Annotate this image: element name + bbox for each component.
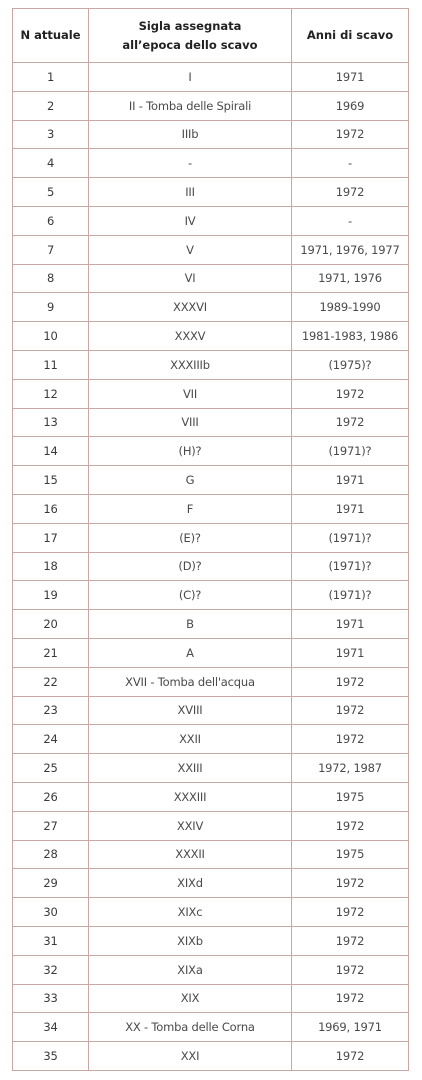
table-body [13,63,409,1071]
cell-n-attuale: 24 [13,725,89,754]
cell-sigla: XXXV [89,322,292,351]
cell-anni: 1989-1990 [292,293,409,322]
cell-sigla: B [89,610,292,639]
cell-anni: 1972 [292,120,409,149]
tombs-table [12,8,409,1071]
header-sigla [89,9,292,63]
cell-n-attuale: 27 [13,811,89,840]
table-row [13,926,409,955]
cell-n-attuale: 35 [13,1042,89,1071]
cell-sigla: II - Tomba delle Spirali [89,91,292,120]
table-row [13,840,409,869]
cell-anni: 1972 [292,811,409,840]
cell-anni: 1972 [292,408,409,437]
cell-sigla: XVIII [89,696,292,725]
cell-anni: 1972 [292,696,409,725]
cell-anni: (1971)? [292,552,409,581]
cell-anni: 1972 [292,178,409,207]
cell-anni: 1971 [292,638,409,667]
cell-sigla: XXXVI [89,293,292,322]
cell-n-attuale: 19 [13,581,89,610]
cell-anni: (1971)? [292,523,409,552]
cell-n-attuale: 31 [13,926,89,955]
cell-n-attuale: 23 [13,696,89,725]
cell-sigla: V [89,235,292,264]
table-row [13,955,409,984]
cell-n-attuale: 16 [13,494,89,523]
cell-anni: 1971 [292,494,409,523]
cell-n-attuale: 6 [13,206,89,235]
cell-anni: (1971)? [292,581,409,610]
cell-anni: 1975 [292,840,409,869]
cell-n-attuale: 9 [13,293,89,322]
header-anni: Anni di scavo [292,9,409,63]
cell-n-attuale: 33 [13,984,89,1013]
table-row [13,466,409,495]
cell-n-attuale: 20 [13,610,89,639]
cell-n-attuale: 21 [13,638,89,667]
table-row [13,178,409,207]
table-row [13,898,409,927]
table-row [13,149,409,178]
cell-n-attuale: 11 [13,350,89,379]
cell-n-attuale: 4 [13,149,89,178]
cell-sigla: XIXb [89,926,292,955]
cell-n-attuale: 28 [13,840,89,869]
cell-sigla: VIII [89,408,292,437]
cell-n-attuale: 14 [13,437,89,466]
table-row [13,235,409,264]
cell-anni: 1969 [292,91,409,120]
cell-anni: 1975 [292,782,409,811]
cell-anni: 1972 [292,869,409,898]
header-row [13,9,409,63]
cell-n-attuale: 12 [13,379,89,408]
cell-anni: 1981-1983, 1986 [292,322,409,351]
cell-anni: 1972 [292,984,409,1013]
table-row [13,811,409,840]
table-row [13,610,409,639]
header-sigla-line2: all’epoca dello scavo [122,37,258,52]
cell-n-attuale: 15 [13,466,89,495]
table-row [13,494,409,523]
cell-n-attuale: 10 [13,322,89,351]
table-row [13,696,409,725]
cell-anni: 1969, 1971 [292,1013,409,1042]
cell-anni: (1971)? [292,437,409,466]
table-row [13,322,409,351]
cell-sigla: XXXIII [89,782,292,811]
cell-n-attuale: 29 [13,869,89,898]
cell-anni: (1975)? [292,350,409,379]
table-row [13,437,409,466]
cell-n-attuale: 8 [13,264,89,293]
header-sigla-line1: Sigla assegnata [138,18,242,33]
cell-anni: - [292,206,409,235]
table-row [13,63,409,92]
table-row [13,206,409,235]
cell-n-attuale: 17 [13,523,89,552]
table-row [13,754,409,783]
cell-sigla: - [89,149,292,178]
cell-n-attuale: 34 [13,1013,89,1042]
cell-anni: 1971, 1976, 1977 [292,235,409,264]
cell-anni: 1972 [292,1042,409,1071]
cell-n-attuale: 26 [13,782,89,811]
cell-n-attuale: 2 [13,91,89,120]
cell-sigla: VII [89,379,292,408]
table-row [13,120,409,149]
cell-sigla: IV [89,206,292,235]
cell-sigla: VI [89,264,292,293]
cell-sigla: XXII [89,725,292,754]
table-row [13,667,409,696]
cell-sigla: A [89,638,292,667]
cell-sigla: XXXIIIb [89,350,292,379]
table-row [13,91,409,120]
cell-n-attuale: 7 [13,235,89,264]
cell-sigla: XXI [89,1042,292,1071]
cell-n-attuale: 5 [13,178,89,207]
cell-sigla: (C)? [89,581,292,610]
table-row [13,638,409,667]
table-row [13,581,409,610]
cell-sigla: (D)? [89,552,292,581]
cell-sigla: I [89,63,292,92]
table-row [13,725,409,754]
cell-sigla: III [89,178,292,207]
cell-anni: 1972 [292,955,409,984]
tombs-table-container [12,8,408,1071]
cell-n-attuale: 25 [13,754,89,783]
table-row [13,264,409,293]
cell-n-attuale: 32 [13,955,89,984]
table-row [13,1013,409,1042]
cell-sigla: (H)? [89,437,292,466]
cell-sigla: F [89,494,292,523]
cell-sigla: (E)? [89,523,292,552]
cell-sigla: XIX [89,984,292,1013]
cell-anni: - [292,149,409,178]
table-row [13,523,409,552]
table-row [13,350,409,379]
table-row [13,984,409,1013]
header-n-attuale: N attuale [13,9,89,63]
cell-sigla: XXXII [89,840,292,869]
table-row [13,782,409,811]
cell-anni: 1971, 1976 [292,264,409,293]
cell-anni: 1972 [292,725,409,754]
cell-anni: 1972 [292,379,409,408]
table-row [13,379,409,408]
cell-n-attuale: 1 [13,63,89,92]
cell-anni: 1971 [292,610,409,639]
table-row [13,552,409,581]
cell-n-attuale: 30 [13,898,89,927]
table-row [13,293,409,322]
cell-sigla: XIXd [89,869,292,898]
table-row [13,1042,409,1071]
table-row [13,408,409,437]
cell-sigla: IIIb [89,120,292,149]
cell-sigla: XX - Tomba delle Corna [89,1013,292,1042]
cell-anni: 1971 [292,63,409,92]
cell-sigla: XXIV [89,811,292,840]
cell-sigla: G [89,466,292,495]
cell-anni: 1972 [292,898,409,927]
cell-n-attuale: 13 [13,408,89,437]
table-row [13,869,409,898]
cell-n-attuale: 22 [13,667,89,696]
cell-anni: 1972, 1987 [292,754,409,783]
cell-sigla: XVII - Tomba dell'acqua [89,667,292,696]
cell-n-attuale: 3 [13,120,89,149]
cell-sigla: XIXc [89,898,292,927]
cell-anni: 1972 [292,667,409,696]
cell-anni: 1972 [292,926,409,955]
cell-anni: 1971 [292,466,409,495]
cell-n-attuale: 18 [13,552,89,581]
table-header [13,9,409,63]
cell-sigla: XIXa [89,955,292,984]
cell-sigla: XXIII [89,754,292,783]
